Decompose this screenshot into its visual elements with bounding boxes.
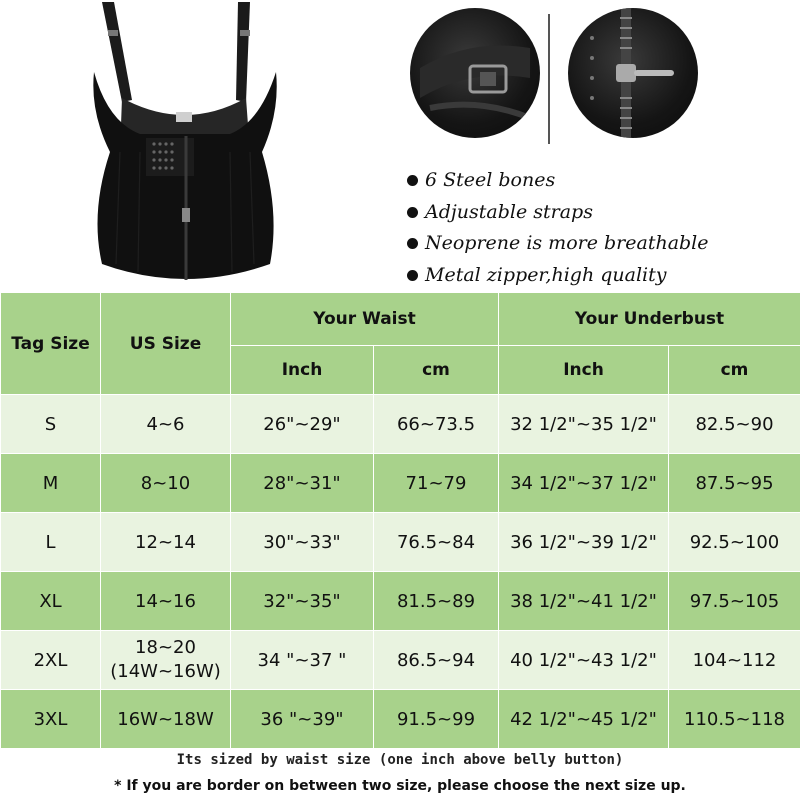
cell-tag-size: XL: [1, 572, 101, 631]
table-row: [1, 513, 800, 572]
cell-waist-cm: 76.5~84: [374, 513, 499, 572]
header-your-underbust: Your Underbust: [499, 293, 800, 346]
us-size-line1: 18~20: [135, 637, 196, 658]
feature-item: Metal zipper,high quality: [405, 260, 709, 292]
cell-waist-inch: 32"~35": [231, 572, 374, 631]
cell-underbust-cm: 87.5~95: [669, 454, 800, 513]
cell-tag-size: 3XL: [1, 690, 101, 749]
header-your-waist: Your Waist: [231, 293, 499, 346]
cell-waist-inch: 36 "~39": [231, 690, 374, 749]
us-size-line2: (14W~16W): [110, 661, 221, 682]
cell-us-size: 8~10: [101, 454, 231, 513]
cell-underbust-inch: 36 1/2"~39 1/2": [499, 513, 669, 572]
cell-underbust-cm: 110.5~118: [669, 690, 800, 749]
vest-product-image: [80, 2, 290, 290]
cell-waist-inch: 30"~33": [231, 513, 374, 572]
feature-item: 6 Steel bones: [405, 165, 709, 197]
cell-underbust-inch: 42 1/2"~45 1/2": [499, 690, 669, 749]
cell-underbust-cm: 92.5~100: [669, 513, 800, 572]
cell-us-size: 4~6: [101, 395, 231, 454]
cell-waist-cm: 71~79: [374, 454, 499, 513]
table-row: [1, 395, 800, 454]
bullet-icon: [407, 207, 418, 218]
cell-waist-cm: 86.5~94: [374, 631, 499, 690]
zipper-detail-image: [568, 8, 698, 138]
table-row: [1, 631, 800, 690]
cell-us-size: 14~16: [101, 572, 231, 631]
cell-underbust-inch: 40 1/2"~43 1/2": [499, 631, 669, 690]
header-underbust-inch: Inch: [499, 346, 669, 395]
cell-underbust-inch: 38 1/2"~41 1/2": [499, 572, 669, 631]
strap-detail-image: [410, 8, 540, 138]
sizing-note: Its sized by waist size (one inch above belly button): [176, 752, 624, 768]
cell-underbust-cm: 104~112: [669, 631, 800, 690]
cell-waist-inch: 26"~29": [231, 395, 374, 454]
feature-item: Adjustable straps: [405, 197, 709, 229]
cell-tag-size: S: [1, 395, 101, 454]
header-underbust-cm: cm: [669, 346, 800, 395]
cell-tag-size: 2XL: [1, 631, 101, 690]
cell-waist-cm: 81.5~89: [374, 572, 499, 631]
header-us-size: US Size: [101, 293, 231, 395]
table-row: [1, 690, 800, 749]
cell-waist-inch: 34 "~37 ": [231, 631, 374, 690]
header-waist-inch: Inch: [231, 346, 374, 395]
table-header-row: [1, 293, 800, 346]
cell-underbust-inch: 32 1/2"~35 1/2": [499, 395, 669, 454]
cell-underbust-cm: 82.5~90: [669, 395, 800, 454]
bullet-icon: [407, 175, 418, 186]
cell-waist-cm: 66~73.5: [374, 395, 499, 454]
bullet-icon: [407, 238, 418, 249]
table-row: [1, 454, 800, 513]
cell-tag-size: M: [1, 454, 101, 513]
cell-waist-inch: 28"~31": [231, 454, 374, 513]
bullet-icon: [407, 270, 418, 281]
feature-item: Neoprene is more breathable: [405, 228, 709, 260]
feature-list: [405, 165, 709, 291]
cell-underbust-inch: 34 1/2"~37 1/2": [499, 454, 669, 513]
cell-waist-cm: 91.5~99: [374, 690, 499, 749]
header-tag-size: Tag Size: [1, 293, 101, 395]
cell-tag-size: L: [1, 513, 101, 572]
cell-underbust-cm: 97.5~105: [669, 572, 800, 631]
size-up-note: * If you are border on between two size, please choose the next size up.: [114, 778, 686, 794]
cell-us-size: 12~14: [101, 513, 231, 572]
cell-us-size: 16W~18W: [101, 690, 231, 749]
size-chart-table: [0, 292, 800, 749]
cell-us-size: [101, 631, 231, 690]
header-waist-cm: cm: [374, 346, 499, 395]
table-row: [1, 572, 800, 631]
divider-line: [548, 14, 550, 144]
